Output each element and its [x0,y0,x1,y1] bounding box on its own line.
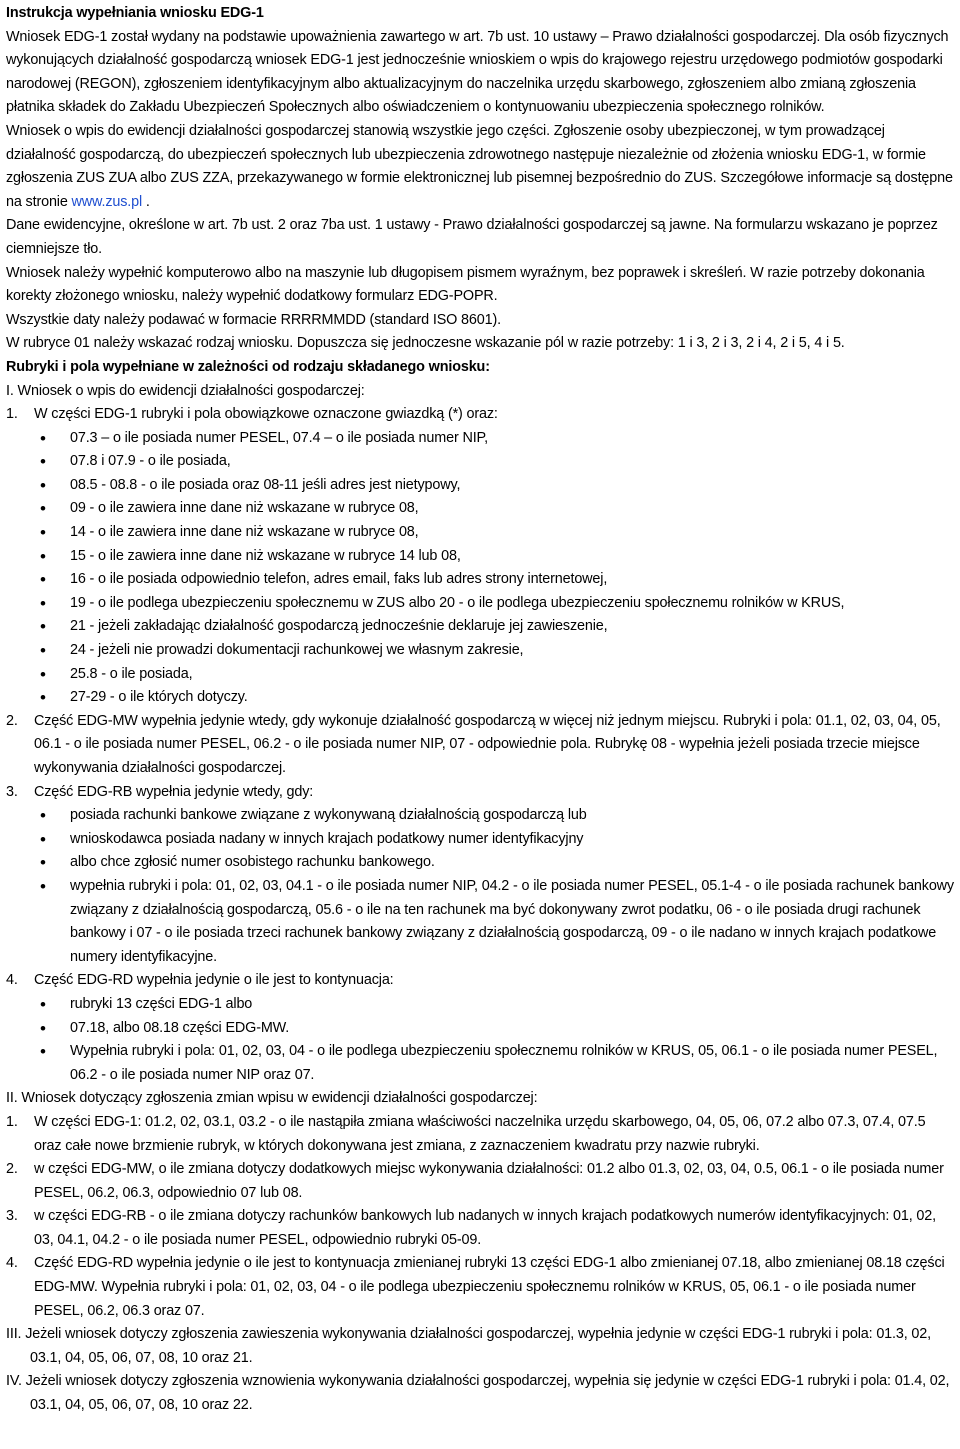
list-item: • 21 - jeżeli zakładając działalność gospodarczą jednocześnie deklaruje jej zawieszenie, [70,615,956,639]
list-item: • 07.3 – o ile posiada numer PESEL, 07.4 – o ile posiada numer NIP, [70,427,956,451]
list-item: • 08.5 - 08.8 - o ile posiada oraz 08-11 jeśli adres jest nietypowy, [70,474,956,498]
section-1-item-4-bullets [6,993,956,1087]
intro-paragraph-1: Wniosek EDG-1 został wydany na podstawie upoważnienia zawartego w art. 7b ust. 10 ustawy – Prawo działalności gospodarczej. Dla osób fizycznych wykonujących działalność gospodarczą wniosek EDG-1 jest jednocześnie wnioskiem o wpis do krajowego rejestru urzędowego podmiotów gospodarki narodowej (REGON), zgłoszeniem identyfikacyjnym albo aktualizacyjnym do naczelnika urzędu skarbowego, zgłoszeniem albo zmianą zgłoszenia płatnika składek do Zakładu Ubezpieczeń Społecznych albo oświadczeniem o kontynuowaniu ubezpieczenia społecznego rolników. [6,28,949,116]
intro-paragraph-4: Wniosek należy wypełnić komputerowo albo na maszynie lub długopisem pismem wyraźnym, bez poprawek i skreśleń. W razie potrzeby dokonania korekty złożonego wniosku, należy wypełnić dodatkowy formularz EDG-POPR. [6,264,925,305]
intro-paragraph-3: Dane ewidencyjne, określone w art. 7b ust. 2 oraz 7ba ust. 1 ustawy - Prawo działalności gospodarczej są jawne. Na formularzu wskazano je poprzez ciemniejsze tło. [6,217,938,257]
item-number: 1. [6,1113,18,1130]
list-item: • Wypełnia rubryki i pola: 01, 02, 03, 04 - o ile podlega ubezpieczeniu społecznemu rolników w KRUS, 05, 06.1 - o ile posiada numer PESEL, 06.2 - o ile posiada numer NIP oraz 07. [70,1040,956,1087]
intro-paragraph-2 [6,120,956,214]
section-2-item-2 [6,1158,956,1205]
section-1-item-3-bullets [6,804,956,969]
item-number: 3. [6,1208,18,1225]
section-2-item-4 [6,1252,956,1323]
section-3: III. Jeżeli wniosek dotyczy zgłoszenia zawieszenia wykonywania działalności gospodarczej, wypełnia jedynie w części EDG-1 rubryki i pola: 01.3, 02, 03.1, 04, 05, 06, 07, 08, 10 oraz 21. [6,1326,931,1366]
document-title: Instrukcja wypełniania wniosku EDG-1 [6,5,264,21]
section-1-item-4 [6,969,956,993]
section-2-item-1 [6,1111,956,1158]
list-item: • posiada rachunki bankowe związane z wykonywaną działalnością gospodarczą lub [70,804,956,828]
item-number: 4. [6,1255,18,1272]
section-1-item-2 [6,710,956,781]
list-item: • 16 - o ile posiada odpowiednio telefon, adres email, faks lub adres strony internetowej, [70,568,956,592]
list-item: • albo chce zgłosić numer osobistego rachunku bankowego. [70,851,956,875]
item-number: 4. [6,972,18,989]
list-item: • 24 - jeżeli nie prowadzi dokumentacji rachunkowej we własnym zakresie, [70,639,956,663]
section-2-item-3 [6,1205,956,1252]
intro-paragraph-2-text: Wniosek o wpis do ewidencji działalności gospodarczej stanowią wszystkie jego części. Zgłoszenie osoby ubezpieczonej, w tym prowadzącej działalność gospodarczą, do ubezpieczeń społecznych lub ubezpieczenia zdrowotnego następuje niezależnie od złożenia wniosku EDG-1, w formie zgłoszenia ZUS ZUA albo ZUS ZZA, przekazywanego w formie elektronicznej lub pisemnej bezpośrednio do ZUS. Szczegółowe informacje są dostępne na stronie [6,122,953,210]
list-item: • wnioskodawca posiada nadany w innych krajach podatkowy numer identyfikacyjny [70,828,956,852]
list-item: • 14 - o ile zawiera inne dane niż wskazane w rubryce 08, [70,521,956,545]
list-item: • 07.8 i 07.9 - o ile posiada, [70,450,956,474]
item-text: Część EDG-RB wypełnia jedynie wtedy, gdy: [34,783,314,800]
list-item: • wypełnia rubryki i pola: 01, 02, 03, 04.1 - o ile posiada numer NIP, 04.2 - o ile posiada numer PESEL, 05.1-4 - o ile posiada rachunek bankowy związany z działalnością gospodarczą, 05.6 - o ile na ten rachunek ma być dokonywany zwrot podatku, 06 - o ile posiada drugi rachunek bankowy i 07 - o ile posiada trzeci rachunek bankowy związany z działalnością gospodarczą, 09 - o ile nadano w innych krajach podatkowe numery identyfikacyjne. [70,875,956,969]
list-item: • 19 - o ile podlega ubezpieczeniu społecznemu w ZUS albo 20 - o ile podlega ubezpieczeniu społecznemu rolników w KRUS, [70,592,956,616]
section-2-title: II. Wniosek dotyczący zgłoszenia zmian wpisu w ewidencji działalności gospodarczej: [6,1090,538,1107]
list-item: • rubryki 13 części EDG-1 albo [70,993,956,1017]
section-1-item-1 [6,403,956,427]
item-number: 2. [6,712,18,729]
item-text: Część EDG-RD wypełnia jedynie o ile jest to kontynuacja: [34,972,394,989]
item-text: Część EDG-MW wypełnia jedynie wtedy, gdy wykonuje działalność gospodarczą w więcej niż jednym miejscu. Rubryki i pola: 01.1, 02, 03, 04, 05, 06.1 - o ile posiada numer PESEL, 06.2 - o ile posiada numer NIP, 07 - odpowiednie pola. Rubrykę 08 - wypełnia jeżeli posiada trzecie miejsce wykonywania działalności gospodarczej. [34,712,941,776]
section-1-item-3 [6,781,956,805]
item-number: 3. [6,783,18,800]
zus-link[interactable]: www.zus.pl [71,193,143,210]
item-number: 1. [6,406,18,423]
list-item: • 25.8 - o ile posiada, [70,663,956,687]
intro-paragraph-5: Wszystkie daty należy podawać w formacie RRRRMMDD (standard ISO 8601). [6,311,501,328]
section-heading: Rubryki i pola wypełniane w zależności od rodzaju składanego wniosku: [6,358,490,375]
list-item: • 09 - o ile zawiera inne dane niż wskazane w rubryce 08, [70,497,956,521]
section-1-title: I. Wniosek o wpis do ewidencji działalności gospodarczej: [6,382,365,399]
intro-paragraph-6: W rubryce 01 należy wskazać rodzaj wniosku. Dopuszcza się jednoczesne wskazanie pól w razie potrzeby: 1 i 3, 2 i 3, 2 i 4, 2 i 5, 4 i 5. [6,335,845,352]
item-number: 2. [6,1161,18,1178]
item-text: W części EDG-1 rubryki i pola obowiązkowe oznaczone gwiazdką (*) oraz: [34,406,498,423]
section-4: IV. Jeżeli wniosek dotyczy zgłoszenia wznowienia wykonywania działalności gospodarczej, wypełnia się jedynie w części EDG-1 rubryki i pola: 01.4, 02, 03.1, 04, 05, 06, 07, 08, 10 oraz 22. [6,1373,950,1414]
item-text: w części EDG-MW, o ile zmiana dotyczy dodatkowych miejsc wykonywania działalności: 01.2 albo 01.3, 02, 03, 04, 0.5, 06.1 - o ile posiada numer PESEL, 06.2, 06.3, odpowiednio 07 lub 08. [34,1161,944,1201]
list-item: • 07.18, albo 08.18 części EDG-MW. [70,1017,956,1041]
list-item: • 15 - o ile zawiera inne dane niż wskazane w rubryce 14 lub 08, [70,545,956,569]
item-text: W części EDG-1: 01.2, 02, 03.1, 03.2 - o ile nastąpiła zmiana właściwości naczelnika urzędu skarbowego, 04, 05, 06, 07.2 albo 07.3, 07.4, 07.5 oraz całe nowe brzmienie rubryk, w których dokonywana jest zmiana, z zaznaczeniem kwadratu przy nazwie rubryki. [34,1113,926,1154]
item-text: w części EDG-RB - o ile zmiana dotyczy rachunków bankowych lub nadanych w innych krajach podatkowych numerów identyfikacyjnych: 01, 02, 03, 04.1, 04.2 - o ile posiada numer PESEL, odpowiednio rubryki 05-09. [34,1208,936,1248]
intro-paragraph-2-end: . [142,193,150,210]
item-text: Część EDG-RD wypełnia jedynie o ile jest to kontynuacja zmienianej rubryki 13 części EDG-1 albo zmienianej 07.18, albo zmienianej 08.18 części EDG-MW. Wypełnia rubryki i pola: 01, 02, 03, 04 - o ile podlega ubezpieczeniu społecznemu rolników w KRUS, 05, 06.1 - o ile posiada numer PESEL, 06.2, 06.3 oraz 07. [34,1255,945,1319]
section-1-item-1-bullets [6,427,956,710]
list-item: • 27-29 - o ile których dotyczy. [70,686,956,710]
